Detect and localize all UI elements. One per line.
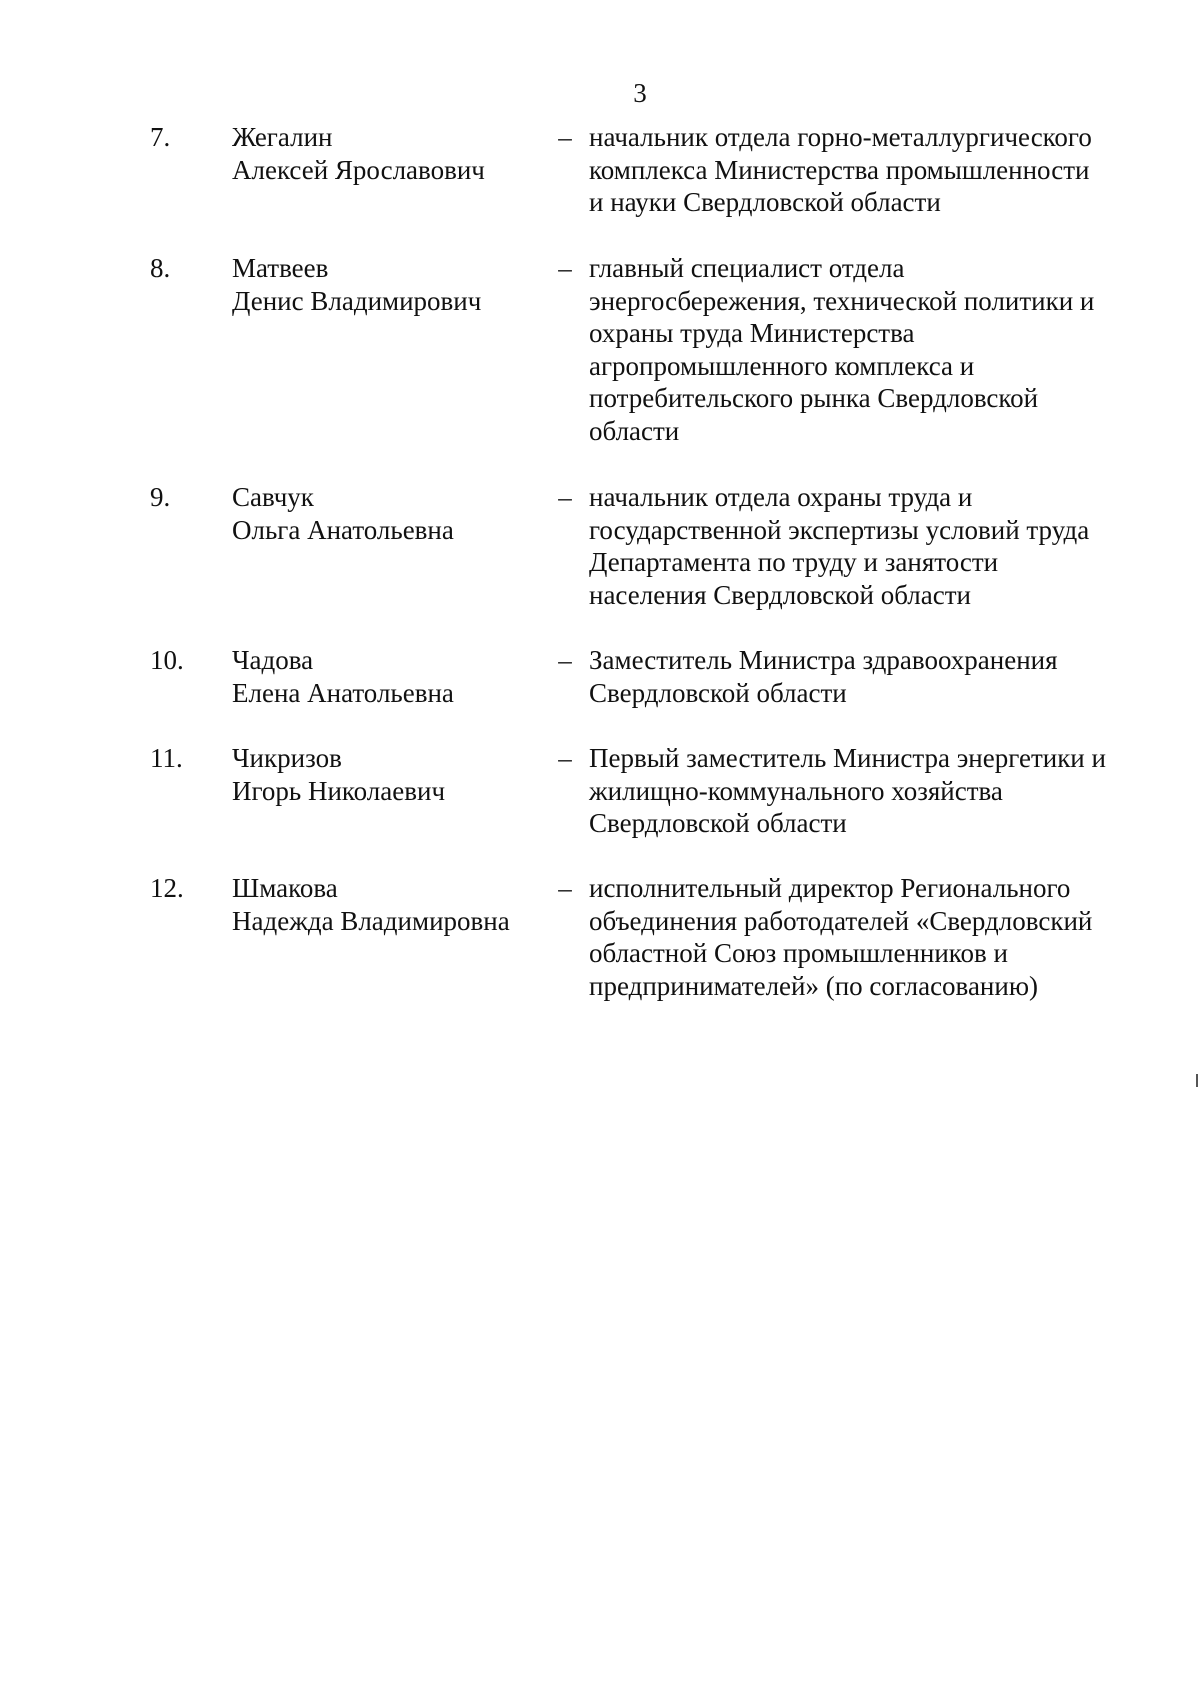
position-line: потребительского рынка Свердловской xyxy=(589,383,1039,414)
position-line: Свердловской области xyxy=(589,677,847,708)
member-position xyxy=(589,252,1139,448)
position-line: области xyxy=(589,415,680,446)
position-line: областной Союз промышленников и xyxy=(589,938,1009,969)
dash-separator: – xyxy=(558,253,572,283)
position-line: начальник отдела горно-металлургического xyxy=(589,122,1092,152)
member-given-names: Надежда Владимировна xyxy=(232,905,510,936)
position-line: Департамента по труду и занятости xyxy=(589,547,999,578)
position-line: комплекса Министерства промышленности xyxy=(589,154,1090,185)
position-line: агропромышленного комплекса и xyxy=(589,350,975,381)
position-line: населения Свердловской области xyxy=(589,579,971,610)
member-name xyxy=(232,742,552,807)
position-line: исполнительный директор Регионального xyxy=(589,873,1071,903)
member-given-names: Ольга Анатольевна xyxy=(232,514,454,545)
member-name xyxy=(232,121,552,186)
position-line: объединения работодателей «Свердловский xyxy=(589,905,1093,936)
position-line: предпринимателей» (по согласованию) xyxy=(589,970,1038,1001)
member-given-names: Игорь Николаевич xyxy=(232,775,446,806)
dash-separator: – xyxy=(558,645,572,675)
member-surname: Чикризов xyxy=(232,743,342,773)
dash-separator: – xyxy=(558,743,572,773)
member-position xyxy=(589,481,1139,611)
position-line: начальник отдела охраны труда и xyxy=(589,482,973,512)
member-number: 11. xyxy=(150,743,183,773)
member-surname: Матвеев xyxy=(232,253,329,283)
position-line: Свердловской области xyxy=(589,808,847,839)
member-position xyxy=(589,644,1139,709)
member-surname: Жегалин xyxy=(232,122,333,152)
member-surname: Шмакова xyxy=(232,873,338,903)
member-position xyxy=(589,872,1139,1002)
dash-separator: – xyxy=(558,873,572,903)
dash-separator: – xyxy=(558,122,572,152)
page-number: 3 xyxy=(633,78,647,108)
member-number: 10. xyxy=(150,645,184,675)
position-line: Первый заместитель Министра энергетики и xyxy=(589,743,1106,773)
member-name xyxy=(232,252,552,317)
position-line: энергосбережения, технической политики и xyxy=(589,285,1095,316)
position-line: Заместитель Министра здравоохранения xyxy=(589,645,1058,675)
member-number: 7. xyxy=(150,122,171,152)
member-number: 9. xyxy=(150,482,171,512)
member-position xyxy=(589,121,1139,219)
member-name xyxy=(232,872,552,937)
member-surname: Чадова xyxy=(232,645,314,675)
member-name xyxy=(232,481,552,546)
position-line: охраны труда Министерства xyxy=(589,318,915,349)
member-name xyxy=(232,644,552,709)
member-position xyxy=(589,742,1139,840)
member-given-names: Елена Анатольевна xyxy=(232,677,454,708)
member-given-names: Денис Владимирович xyxy=(232,285,482,316)
position-line: жилищно-коммунального хозяйства xyxy=(589,775,1003,806)
position-line: и науки Свердловской области xyxy=(589,187,941,218)
member-number: 8. xyxy=(150,253,171,283)
member-given-names: Алексей Ярославович xyxy=(232,154,485,185)
position-line: главный специалист отдела xyxy=(589,253,905,283)
member-surname: Савчук xyxy=(232,482,314,512)
position-line: государственной экспертизы условий труда xyxy=(589,514,1090,545)
dash-separator: – xyxy=(558,482,572,512)
member-number: 12. xyxy=(150,873,184,903)
scan-artifact-mark xyxy=(1196,1074,1198,1087)
